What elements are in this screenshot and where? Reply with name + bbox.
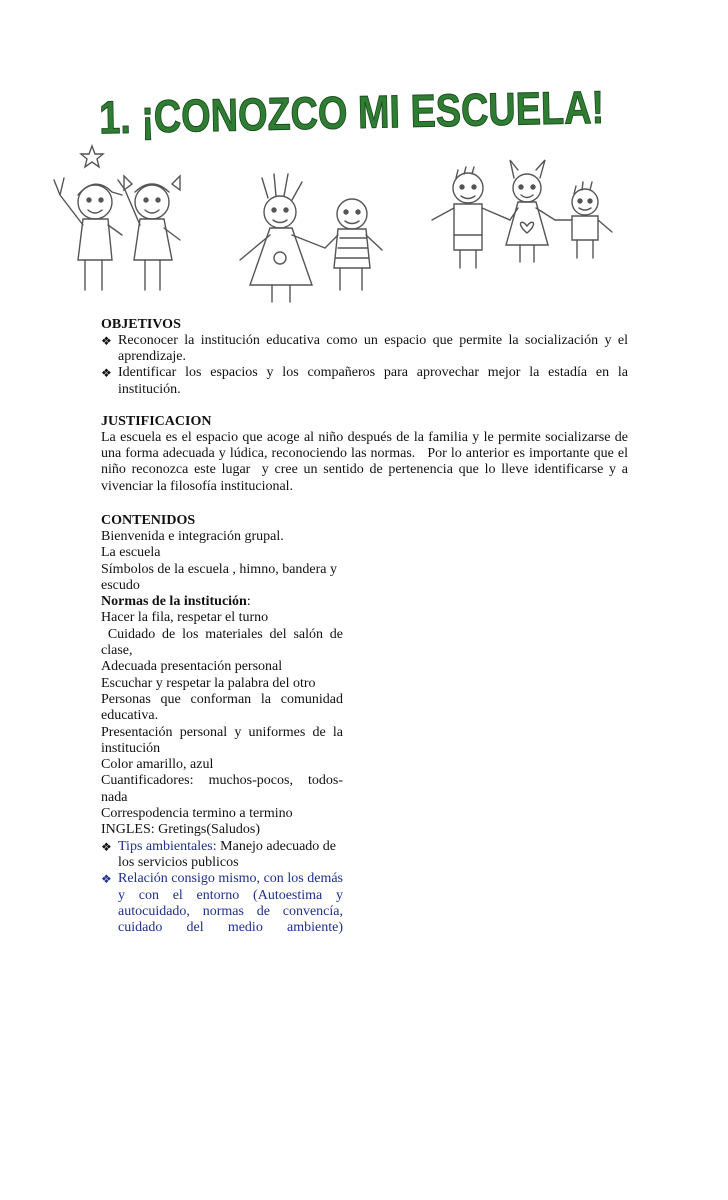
contenido-item: Cuantificadores: muchos-pocos, todos-nada — [101, 773, 343, 805]
normas-colon: : — [246, 594, 251, 610]
child-drawing-6 — [506, 160, 555, 262]
contenido-item: INGLES: Gretings(Saludos) — [101, 822, 261, 838]
normas-label: Normas de la institución — [101, 594, 247, 610]
child-drawing-4 — [325, 199, 382, 290]
contenido-item: La escuela — [101, 545, 161, 561]
objetivo-text: Reconocer la institución educativa como un espacio que permite la socialización y el aprendizaje. — [118, 333, 628, 365]
diamond-bullet-icon: ❖ — [101, 334, 112, 348]
contenido-item: Color amarillo, azul — [101, 757, 214, 773]
child-drawing-1 — [54, 178, 122, 290]
page-title — [97, 78, 713, 144]
objetivo-item — [101, 365, 628, 397]
contenido-item: Hacer la fila, respetar el turno — [101, 610, 269, 626]
contenido-item: Presentación personal y uniformes de la institución — [101, 724, 343, 756]
diamond-bullet-icon: ❖ — [101, 839, 112, 854]
contenido-item: Correspodencia termino a termino — [101, 806, 293, 822]
justificacion-heading: JUSTIFICACION — [101, 414, 212, 429]
child-drawing-7 — [555, 182, 612, 258]
objetivo-item — [101, 333, 628, 365]
contenidos-list — [101, 529, 347, 936]
relacion-text: Relación consigo mismo, con los demás y con el entorno (Autoestima y autocuidado, normas de convencía, cuidado del medio ambiente) — [118, 871, 343, 936]
diamond-bullet-icon: ❖ — [101, 366, 112, 381]
tips-item — [101, 839, 343, 872]
child-drawing-2 — [118, 176, 180, 290]
star-icon — [81, 146, 103, 167]
relacion-item — [101, 871, 343, 936]
contenido-item: Personas que conforman la comunidad educativa. — [101, 691, 343, 724]
contenido-item: Adecuada presentación personal — [101, 659, 283, 675]
justificacion-text: La escuela es el espacio que acoge al niño después de la familia y le permite socializarse de una forma adecuada y lúdica, reconociendo las normas. Por lo anterior es importante que el niño reconozca este lugar y cree un sentido de pertenencia que lo lleve identificarse y a vivenciar la filosofía institucional. — [101, 430, 632, 494]
contenido-item: Escuchar y respetar la palabra del otro — [101, 675, 316, 691]
tips-label: Tips ambientales: — [118, 838, 217, 854]
contenido-item: Bienvenida e integración grupal. — [101, 529, 284, 544]
contenidos-heading: CONTENIDOS — [101, 513, 196, 528]
contenido-item: Símbolos de la escuela , himno, bandera y escudo — [101, 561, 337, 593]
diamond-bullet-icon: ❖ — [101, 872, 112, 887]
children-drawings — [40, 140, 630, 305]
child-drawing-5 — [432, 167, 510, 268]
child-drawing-3 — [240, 174, 325, 302]
objetivos-heading: OBJETIVOS — [101, 317, 181, 332]
tips-text: Manejo adecuado de los servicios publicos — [118, 838, 340, 870]
contenido-item: Cuidado de los materiales del salón de clase, — [101, 626, 347, 659]
objetivo-text: Identificar los espacios y los compañeros para aprovechar mejor la estadía en la institución. — [118, 365, 628, 397]
objetivos-list — [101, 333, 628, 398]
page-title-text: 1. ¡CONOZCO MI ESCUELA! — [98, 78, 713, 144]
normas-line — [101, 594, 343, 610]
